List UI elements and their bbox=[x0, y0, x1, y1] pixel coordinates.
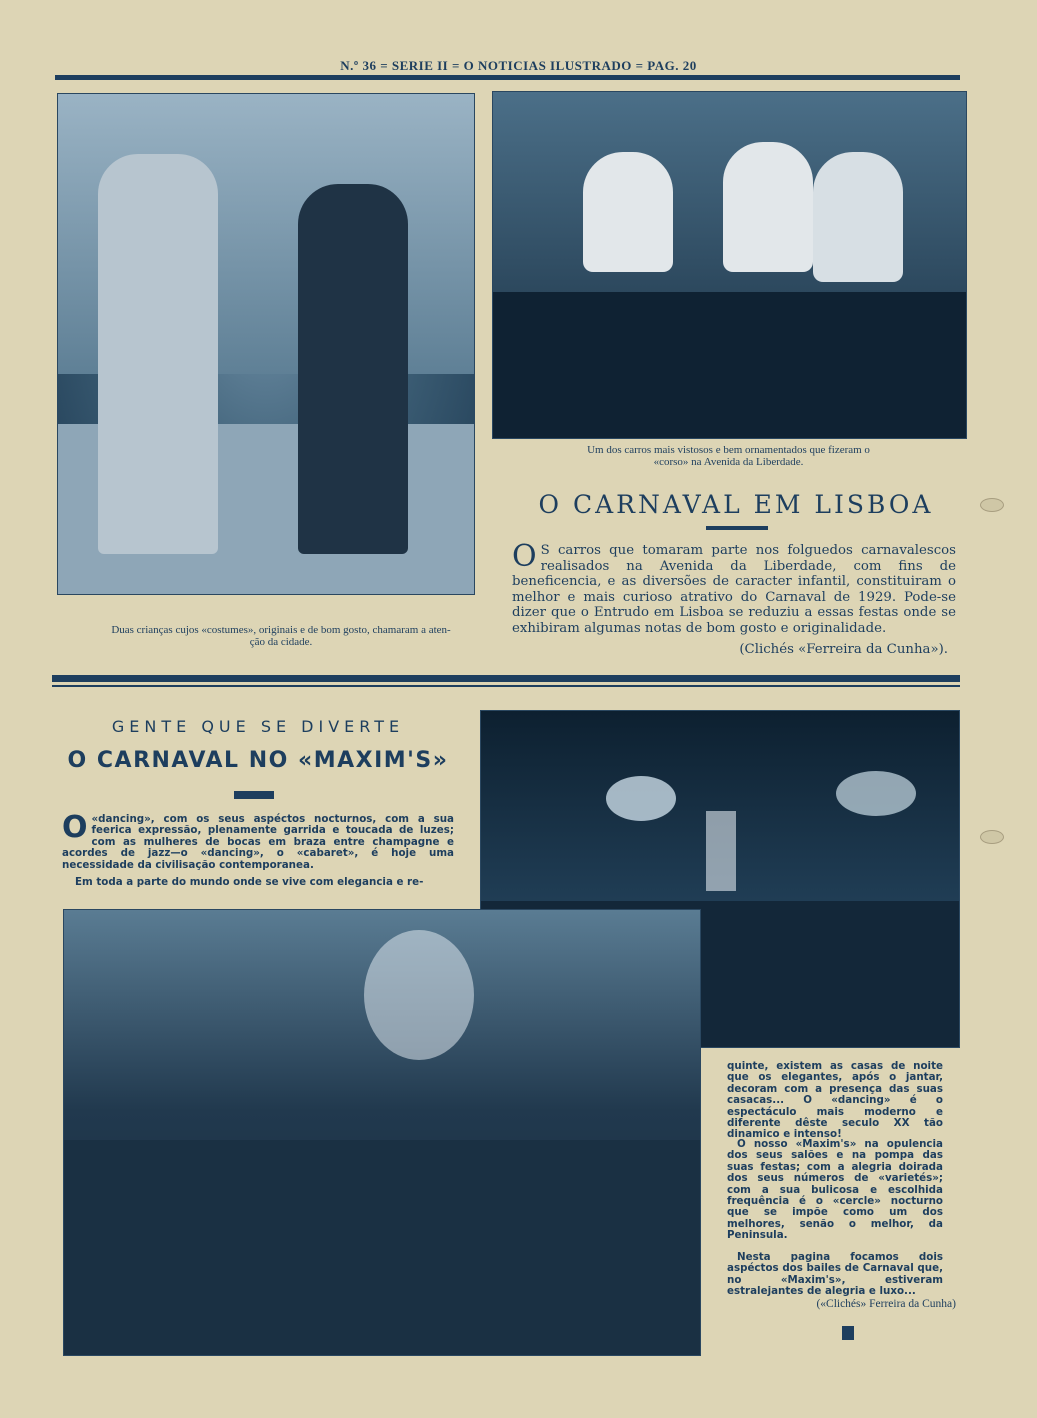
title-underline bbox=[706, 526, 768, 530]
dropcap: O bbox=[512, 539, 537, 574]
article-credit-lisboa: (Clichés «Ferreira da Cunha»). bbox=[739, 642, 948, 657]
photo-carnival-car bbox=[492, 91, 967, 439]
title-underline-maxims bbox=[234, 791, 274, 799]
article-col-p1: quinte, existem as casas de noite que os elegantes, após o jantar, decoram com a presença das suas casacas... O «dancing» é o espectáculo mais moderno e diferente dêste seculo XX tão dinamico e intenso! bbox=[727, 1060, 943, 1141]
binder-hole bbox=[980, 498, 1004, 512]
article-col-p2: O nosso «Maxim's» na opulencia dos seus salões e na pompa das suas festas; com a alegria doirada dos seus números de «varietés»; com a sua bulicosa e escolhida frequência é o «cercle» nocturno que se impõe como um dos melhores, senão o melhor, da Peninsula. bbox=[727, 1138, 943, 1242]
article-col-p3: Nesta pagina focamos dois aspéctos dos bailes de Carnaval que, no «Maxim's», estiveram estralejantes de alegria e luxo... bbox=[727, 1251, 943, 1298]
end-mark bbox=[842, 1326, 854, 1340]
photo-children-caption: Duas crianças cujos «costumes», originais e de bom gosto, chamaram a aten- ção da cidade. bbox=[111, 624, 451, 648]
article-title-lisboa: O CARNAVAL EM LISBOA bbox=[538, 490, 934, 519]
article-intro-last: Em toda a parte do mundo onde se vive com elegancia e re- bbox=[75, 876, 424, 888]
section-divider bbox=[52, 675, 960, 682]
dropcap-maxims: O bbox=[62, 810, 88, 845]
section-divider-thin bbox=[52, 685, 960, 687]
binder-hole bbox=[980, 830, 1004, 844]
article-body-lisboa: O S carros que tomaram parte nos folguedos carnavalescos realisados na Avenida da Liberdade, com fins de beneficencia, e as diversões de caracter infantil, constituiram o melhor e mais curioso atrativo do Carnaval de 1929. Pode-se dizer que o Entrudo em Lisboa se reduziu a essas festas onde se exhibiram algumas notas de bom gosto e originalidade. bbox=[512, 539, 956, 636]
header-rule bbox=[55, 75, 960, 80]
article-kicker: GENTE QUE SE DIVERTE bbox=[111, 717, 405, 736]
photo-children-costumes bbox=[57, 93, 475, 595]
page-header: N.º 36 = SERIE II = O NOTICIAS ILUSTRADO = PAG. 20 bbox=[340, 58, 697, 73]
photo-car-caption: Um dos carros mais vistosos e bem ornamentados que fizeram o «corso» na Avenida da Liberdade. bbox=[587, 444, 870, 468]
article-credit-maxims: («Clichés» Ferreira da Cunha) bbox=[816, 1298, 956, 1310]
article-title-maxims: O CARNAVAL NO «MAXIM'S» bbox=[67, 748, 449, 773]
article-intro-maxims: O «dancing», com os seus aspéctos nocturnos, com a sua feerica expressão, plenamente garrida e toucada de luzes; com as mulheres de bocas em braza entre champagne e acordes de jazz—o «dancing», o «cabaret», é hoje uma necessidade da civilisação contemporanea. bbox=[62, 810, 454, 871]
photo-maxims-ballroom bbox=[63, 909, 701, 1356]
